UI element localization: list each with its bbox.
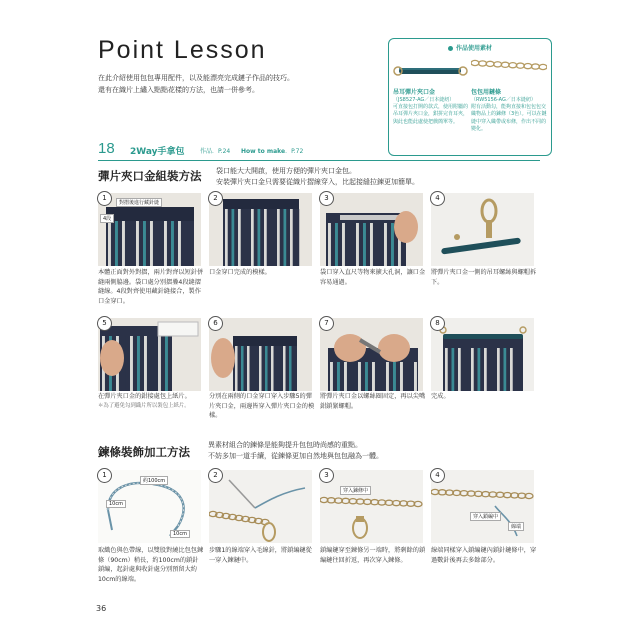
step-1-caption: 本體正面對外對摺，兩片對齊以短針併縫兩側脇邊。袋口處分別摺疊4段縫摺縫線。4段對齊使用藏針縫接合，製作口金穿口。 xyxy=(98,269,204,305)
step-photo-5 xyxy=(98,318,201,391)
page-title: Point Lesson xyxy=(98,36,267,64)
material-code: （JS8527-AG／日本縫紉） xyxy=(393,97,455,103)
lesson1-desc: 袋口能大大開啟，使用方便的彈片夾口金包。 安裝彈片夾口金只需要從織片摺線穿入，比起接縫拉鍊更加簡單。 xyxy=(216,167,419,186)
step-photo-3 xyxy=(320,193,423,266)
step-5-caption: 在彈片夾口金的鉗接處包上紙片。 ＊為了避免勾到織片所以裝包上紙片。 xyxy=(98,392,204,411)
step-1-rows-label: 4段 xyxy=(100,214,114,223)
intro-line-2: 還有在織片上繡入點點花樣的方法，也請一併參考。 xyxy=(98,86,259,94)
step-2-caption: 口金穿口完成的模樣。 xyxy=(209,269,271,276)
howto-ref: How to make．P.72 xyxy=(241,148,304,155)
yarn-end-label: 線端 xyxy=(508,522,524,531)
step-5-note: ＊為了避免勾到織片所以裝包上紙片。 xyxy=(98,402,190,409)
step-photo-2 xyxy=(209,193,312,266)
step-number-8: 8 xyxy=(430,316,445,331)
chain-step-2-caption: 步驟1的線端穿入毛線針，將鎖編鏈從一穿入鍊鏈中。 xyxy=(209,547,312,564)
intro-line-1: 在此介紹使用包包專用配件，以及能漂亮完成鏈子作品的技巧。 xyxy=(98,74,294,82)
material-desc: 附有活動勾，能夠直接和包包包交織物品上的鍊條（3色）。可以在鏈縫中穿入織帶或布條，作出不同的變化。 xyxy=(471,104,547,133)
material-name: 吊耳彈片夾口金 xyxy=(393,89,436,96)
chain-step-3-caption: 鎖編鏈穿至鍊條另一端時，將剩餘的鎖編鏈往回折返，再次穿入鍊條。 xyxy=(320,547,426,564)
chain-image xyxy=(471,55,547,85)
step-4-caption: 將彈片夾口金一側的吊耳螺絲與螺帽拆下。 xyxy=(431,269,537,286)
step-8-caption: 完成。 xyxy=(431,393,450,400)
step-photo-8 xyxy=(431,318,534,391)
clasp-image xyxy=(393,55,469,85)
step-photo-7 xyxy=(320,318,423,391)
insert-into-chain-label: 穿入鍊條中 xyxy=(340,486,371,495)
step-3-caption: 袋口穿入直尺等物來擴大孔洞，讓口金容易通過。 xyxy=(320,269,426,286)
step-6-caption: 分別在兩側的口金穿口穿入步驟5的彈片夾口金，兩邊皆穿入彈片夾口金的模樣。 xyxy=(209,393,315,419)
step-number-6: 6 xyxy=(208,316,223,331)
chain-step-number-1: 1 xyxy=(97,468,112,483)
chain-step-photo-3 xyxy=(320,470,423,543)
chain-length-label: 約100cm xyxy=(140,476,168,485)
section-page-ref: 作品．P.24 xyxy=(200,148,231,155)
materials-heading: 作品使用素材 xyxy=(389,43,551,52)
lesson1-heading: 彈片夾口金組裝方法 xyxy=(98,169,202,183)
step-number-2: 2 xyxy=(208,191,223,206)
materials-box xyxy=(388,38,552,156)
material-item-clasp xyxy=(393,55,471,126)
material-name: 包包用鏈條 xyxy=(471,89,502,96)
chain-step-4-caption: 線端同樣穿入鎖編鏈內鎖針鏈條中，穿過數針後再去多餘部分。 xyxy=(431,547,537,564)
step-photo-6 xyxy=(209,318,312,391)
chain-step-photo-2 xyxy=(209,470,312,543)
step-number-1: 1 xyxy=(97,191,112,206)
section-divider xyxy=(98,160,540,161)
section-number: 18 xyxy=(98,140,115,157)
step-7-caption: 將彈片夾口金以螺絲圈固定，再以尖嘴鉗鎖緊螺帽。 xyxy=(320,393,426,410)
material-item-chain xyxy=(471,55,549,134)
dot-icon xyxy=(448,46,453,51)
chain-start-end-label: 10cm xyxy=(106,500,126,508)
section-title: 2Way手拿包 xyxy=(130,147,185,157)
insert-into-crochet-label: 穿入鎖編中 xyxy=(470,512,501,521)
intro-text xyxy=(98,72,368,96)
step-1-label: 對摺後進行藏針縫 xyxy=(116,198,162,207)
step-number-5: 5 xyxy=(97,316,112,331)
page-number: 36 xyxy=(96,604,107,613)
chain-step-1-caption: 取織色與色帶線，以雙股對繞比包包鍊條（90cm）稍長，約100cm的鎖針鎖編，起針處與收針處分別預留大約10cm的線端。 xyxy=(98,547,204,583)
step-photo-4 xyxy=(431,193,534,266)
step-number-7: 7 xyxy=(319,316,334,331)
chain-step-number-4: 4 xyxy=(430,468,445,483)
chain-step-photo-4 xyxy=(431,470,534,543)
chain-tail-end-label: 10cm xyxy=(170,530,190,538)
material-desc: 可直接包打開的款式，使用附屬的吊耳彈片夾口金，鉗拼完肯耳夾，與此也能此處使把戲簡單等。 xyxy=(393,104,469,125)
chain-step-number-3: 3 xyxy=(319,468,334,483)
lesson2-desc: 異素材組合的鍊條是能夠提升包包時尚感的重點。 不妨多加一道手續，從鍊條更加自然地與包包融為一體。 xyxy=(208,441,383,460)
step-number-3: 3 xyxy=(319,191,334,206)
lesson2-heading: 鍊條裝飾加工方法 xyxy=(98,445,190,459)
material-code: （RW5156-AG／日本縫紉） xyxy=(471,97,536,103)
chain-step-number-2: 2 xyxy=(208,468,223,483)
step-number-4: 4 xyxy=(430,191,445,206)
